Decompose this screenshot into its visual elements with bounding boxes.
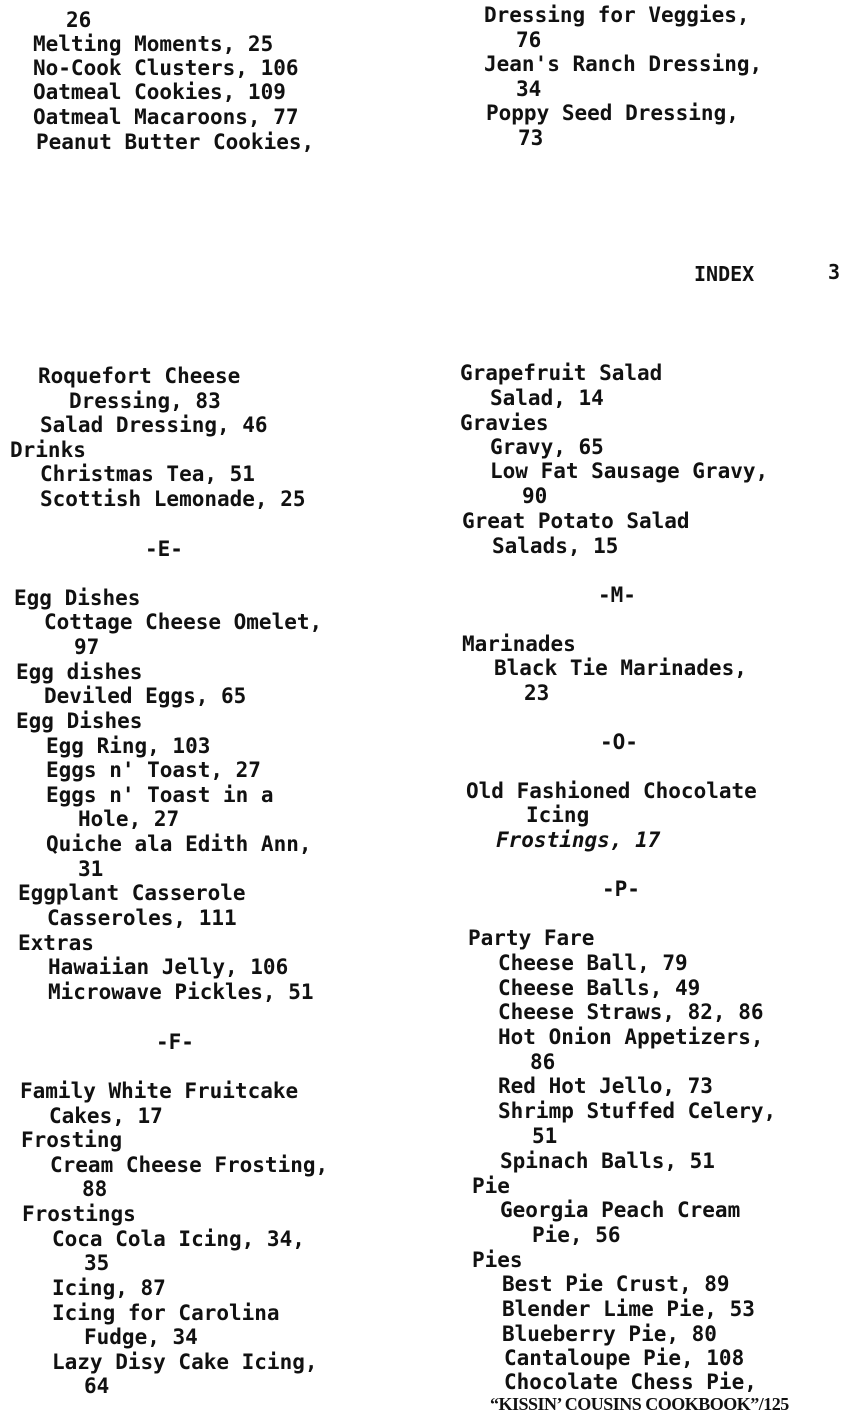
index-heading-entry: Extras (18, 931, 94, 955)
index-heading-entry: Egg Dishes (16, 709, 143, 733)
index-heading-entry: Old Fashioned Chocolate (466, 779, 757, 803)
index-entry: 31 (78, 857, 104, 881)
index-entry: Egg Ring, 103 (46, 734, 211, 758)
index-entry: Eggs n' Toast in a (46, 783, 274, 807)
index-entry: 64 (84, 1374, 110, 1398)
index-entry: Melting Moments, 25 (33, 32, 274, 56)
index-entry: 73 (518, 126, 544, 150)
index-entry: No-Cook Clusters, 106 (33, 56, 299, 80)
index-entry: Peanut Butter Cookies, (36, 130, 315, 154)
index-entry: Hot Onion Appetizers, (498, 1025, 764, 1049)
index-heading-entry: Frostings (22, 1202, 136, 1226)
index-entry: Salads, 15 (492, 534, 619, 558)
page-number: 3 (828, 260, 841, 284)
index-entry: Cheese Balls, 49 (498, 976, 701, 1000)
index-entry: Chocolate Chess Pie, (504, 1370, 757, 1394)
index-entry: Blender Lime Pie, 53 (502, 1297, 755, 1321)
index-entry: 23 (524, 681, 550, 705)
index-heading-entry: Great Potato Salad (462, 509, 690, 533)
index-entry: 90 (522, 484, 548, 508)
index-heading-entry: Family White Fruitcake (20, 1079, 299, 1103)
index-heading-entry: Egg dishes (16, 660, 143, 684)
index-entry: Georgia Peach Cream (500, 1198, 741, 1222)
index-entry: Low Fat Sausage Gravy, (490, 459, 769, 483)
index-entry: Jean's Ranch Dressing, (484, 52, 763, 76)
index-entry: 86 (530, 1050, 556, 1074)
index-entry: 88 (82, 1177, 108, 1201)
index-entry: Eggs n' Toast, 27 (46, 758, 261, 782)
index-entry: Icing for Carolina (52, 1301, 280, 1325)
index-heading-entry: Grapefruit Salad (460, 361, 663, 385)
index-entry: Scottish Lemonade, 25 (40, 487, 306, 511)
index-entry: Oatmeal Cookies, 109 (33, 80, 286, 104)
index-entry: Dressing for Veggies, (484, 3, 750, 27)
index-entry: Salad Dressing, 46 (40, 413, 268, 437)
index-entry: 35 (84, 1251, 110, 1275)
index-heading-entry: Drinks (10, 438, 86, 462)
index-entry: Frostings, 17 (496, 828, 661, 852)
index-entry: Hole, 27 (78, 807, 180, 831)
index-entry: Cantaloupe Pie, 108 (504, 1346, 745, 1370)
index-entry: Best Pie Crust, 89 (502, 1272, 730, 1296)
index-entry: Christmas Tea, 51 (40, 462, 255, 486)
index-entry: Quiche ala Edith Ann, (46, 832, 312, 856)
index-entry: Cheese Straws, 82, 86 (498, 1000, 764, 1024)
index-entry: Gravy, 65 (490, 435, 604, 459)
index-entry: Poppy Seed Dressing, (486, 101, 739, 125)
section-letter: -E- (145, 537, 183, 561)
section-letter: -P- (602, 877, 640, 901)
index-entry: Spinach Balls, 51 (500, 1149, 715, 1173)
index-entry: 76 (516, 28, 542, 52)
index-entry: Casseroles, 111 (47, 906, 237, 930)
index-entry: Red Hot Jello, 73 (498, 1074, 713, 1098)
index-entry: Pie, 56 (532, 1223, 621, 1247)
index-entry: 26 (66, 8, 92, 32)
page-footer: “KISSIN’ COUSINS COOKBOOK”/125 (490, 1394, 789, 1414)
index-entry: Salad, 14 (490, 386, 604, 410)
index-entry: Deviled Eggs, 65 (44, 684, 247, 708)
index-entry: 51 (532, 1124, 558, 1148)
index-heading-entry: Eggplant Casserole (18, 881, 246, 905)
index-heading-entry: Party Fare (468, 926, 595, 950)
index-entry: Hawaiian Jelly, 106 (48, 955, 289, 979)
index-heading-entry: Marinades (462, 632, 576, 656)
index-entry: 97 (74, 635, 100, 659)
index-heading-entry: Gravies (460, 411, 549, 435)
index-heading: INDEX (694, 262, 755, 286)
index-heading-entry: Pies (472, 1248, 523, 1272)
index-entry: Cream Cheese Frosting, (50, 1153, 329, 1177)
index-heading-entry: Frosting (21, 1128, 123, 1152)
index-heading-entry: Egg Dishes (14, 586, 141, 610)
index-entry: Blueberry Pie, 80 (502, 1322, 717, 1346)
index-entry: Icing (526, 803, 590, 827)
index-heading-entry: Pie (472, 1174, 510, 1198)
index-entry: Microwave Pickles, 51 (48, 980, 314, 1004)
index-entry: Cakes, 17 (49, 1104, 163, 1128)
index-entry: Black Tie Marinades, (494, 656, 747, 680)
index-entry: Cheese Ball, 79 (498, 951, 688, 975)
section-letter: -O- (600, 730, 638, 754)
index-entry: Cottage Cheese Omelet, (44, 610, 323, 634)
index-entry: Icing, 87 (52, 1276, 166, 1300)
section-letter: -F- (156, 1030, 194, 1054)
index-entry: 34 (516, 77, 542, 101)
index-entry: Lazy Disy Cake Icing, (52, 1350, 318, 1374)
index-entry: Oatmeal Macaroons, 77 (33, 105, 299, 129)
index-entry: Coca Cola Icing, 34, (52, 1227, 305, 1251)
index-entry: Dressing, 83 (69, 389, 221, 413)
index-entry: Roquefort Cheese (38, 364, 241, 388)
section-letter: -M- (598, 583, 636, 607)
index-entry: Shrimp Stuffed Celery, (498, 1099, 777, 1123)
index-entry: Fudge, 34 (84, 1325, 198, 1349)
